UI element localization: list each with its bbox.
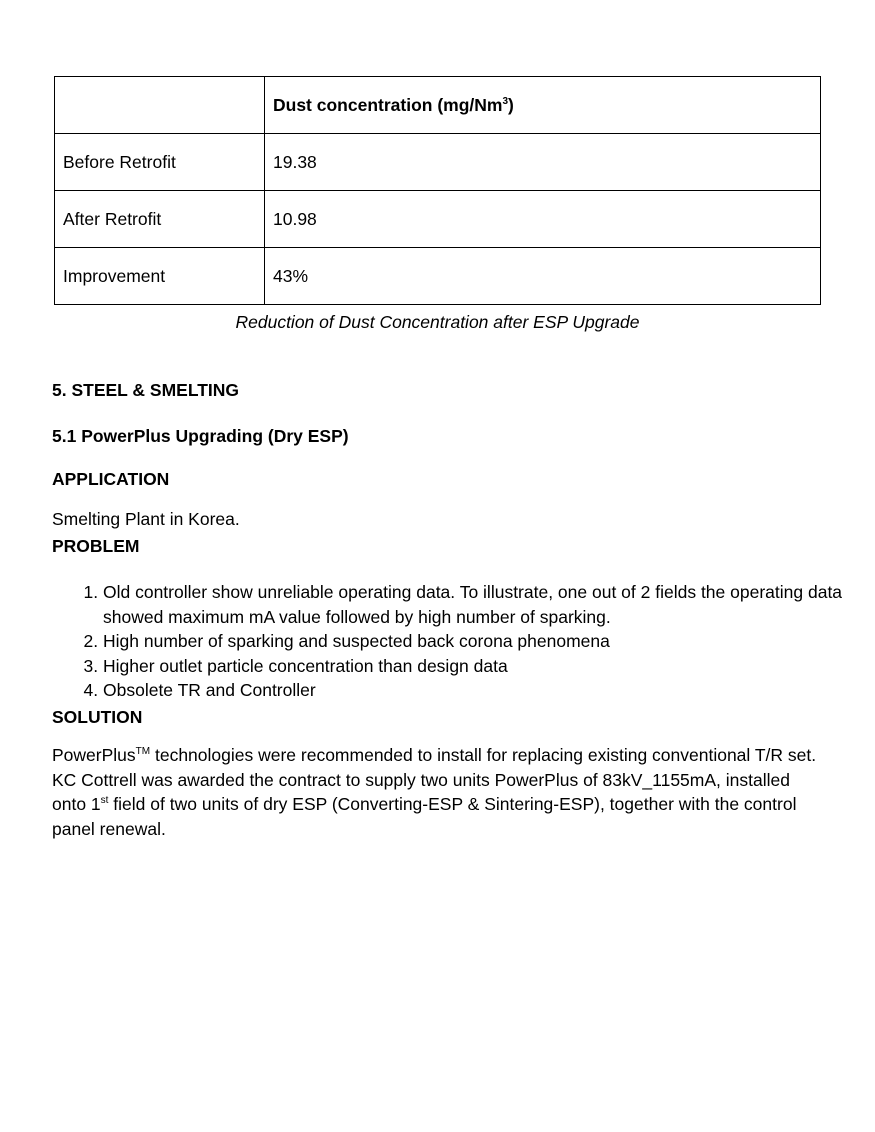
ordinal-superscript: st <box>100 795 109 807</box>
list-item: 1. Old controller show unreliable operating data. To illustrate, one out of 2 fields the operating data showed maximum mA value followed by high number of sparking. <box>103 580 863 629</box>
header-label: Dust concentration (mg/Nm <box>273 94 503 115</box>
table-header-empty-cell <box>55 77 265 134</box>
row-label: Improvement <box>55 248 265 305</box>
solution-heading: SOLUTION <box>52 707 143 727</box>
header-close-paren: ) <box>508 94 514 115</box>
solution-paragraph <box>52 743 822 841</box>
table-row <box>55 191 821 248</box>
table-header-row <box>55 77 821 134</box>
header-superscript: 3 <box>502 95 509 107</box>
dust-concentration-table <box>54 76 821 305</box>
row-label: After Retrofit <box>55 191 265 248</box>
table-row <box>55 134 821 191</box>
section-subtitle: 5.1 PowerPlus Upgrading (Dry ESP) <box>52 426 349 446</box>
solution-text-part3: field of two units of dry ESP (Converting-ESP & Sintering-ESP), together with the control panel renewal. <box>52 794 797 839</box>
table-row <box>55 248 821 305</box>
list-item: 2. High number of sparking and suspected back corona phenomena <box>103 629 863 654</box>
row-label: Before Retrofit <box>55 134 265 191</box>
row-value: 19.38 <box>265 134 821 191</box>
application-text: Smelting Plant in Korea. <box>52 509 240 529</box>
section-title: 5. STEEL & SMELTING <box>52 380 240 400</box>
application-heading: APPLICATION <box>52 469 170 489</box>
problem-list <box>52 580 863 703</box>
solution-text-part1: PowerPlus <box>52 745 136 765</box>
table-caption: Reduction of Dust Concentration after ESP Upgrade <box>235 312 640 332</box>
list-item: 3. Higher outlet particle concentration than design data <box>103 654 863 679</box>
table-header-dust-concentration <box>265 77 821 134</box>
list-item: 4. Obsolete TR and Controller <box>103 678 863 703</box>
problem-heading: PROBLEM <box>52 536 140 556</box>
trademark-superscript: TM <box>135 746 151 758</box>
solution-text-part2: technologies were recommended to install for replacing existing conventional T/R set. KC Cottrell was awarded the contract to supply two units PowerPlus of 83kV_1155mA, installed onto 1 <box>52 745 817 814</box>
row-value: 43% <box>265 248 821 305</box>
row-value: 10.98 <box>265 191 821 248</box>
